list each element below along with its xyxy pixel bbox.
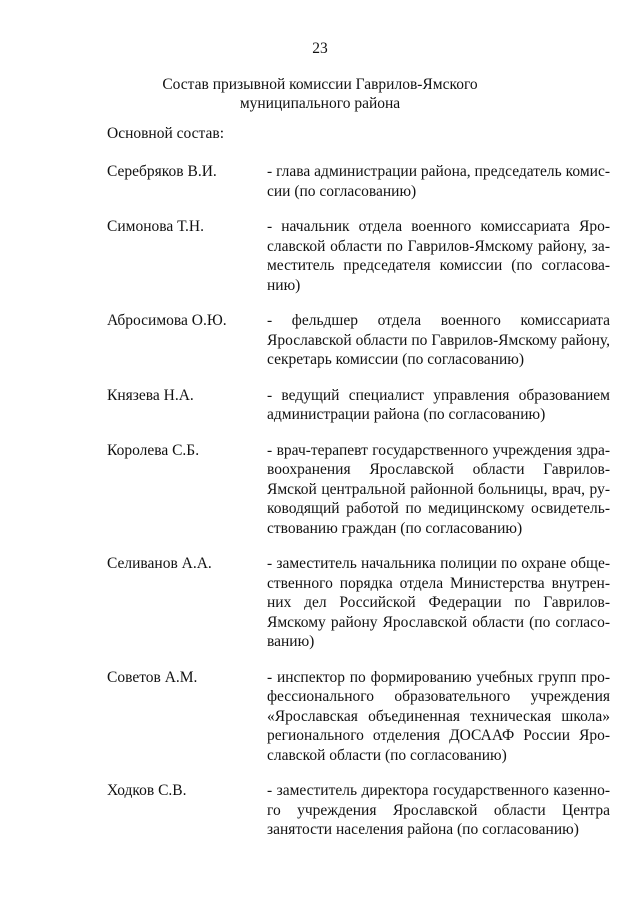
member-row [107, 668, 610, 766]
member-role: - заместитель директора государственного казенного учреждения Ярославской области Центра занятости населения района (по согласованию) [267, 782, 610, 838]
member-row [107, 386, 610, 425]
member-row [107, 441, 610, 539]
member-role: - врач-терапевт государственного учреждения здравоохранения Ярославской области Гаврилов-Ямской центральной районной больницы, врач, руководящий работой по медицинскому освидетельствованию граждан (по согласованию) [267, 441, 610, 537]
member-role: - глава администрации района, председатель комиссии (по согласованию) [267, 163, 610, 200]
document-title [0, 75, 640, 113]
section-label: Основной состав: [107, 125, 225, 142]
title-line-2: муниципального района [239, 95, 401, 112]
member-name: Серебряков В.И. [107, 163, 217, 180]
member-row [107, 554, 610, 652]
members-list [107, 162, 610, 856]
page-number: 23 [312, 40, 328, 57]
member-name: Князева Н.А. [107, 386, 194, 404]
member-role: - начальник отдела военного комиссариата Ярославской области по Гаврилов-Ямскому району, заместитель председателя комиссии (по согласованию) [267, 218, 610, 294]
member-row [107, 781, 610, 840]
member-name: Симонова Т.Н. [107, 218, 204, 235]
title-line-1: Состав призывной комиссии Гаврилов-Ямского [162, 76, 478, 93]
member-row [107, 162, 610, 201]
member-name: Советов А.М. [107, 668, 198, 686]
member-name: Селиванов А.А. [107, 555, 212, 572]
member-role: - инспектор по формированию учебных групп профессионального образовательного учреждения «Ярославская объединенная техническая школа» регионального отделения ДОСААФ России Ярославской области (по согласованию) [267, 668, 610, 764]
member-name: Абросимова О.Ю. [107, 312, 227, 329]
member-name: Королева С.Б. [107, 441, 200, 459]
member-row [107, 217, 610, 295]
member-role: - фельдшер отдела военного комиссариата Ярославской области по Гаврилов-Ямскому району, секретарь комиссии (по согласованию) [267, 312, 610, 368]
member-role: - ведущий специалист управления образованием администрации района (по согласованию) [267, 386, 610, 423]
member-role: - заместитель начальника полиции по охране общественного порядка отдела Министерства внутренних дел Российской Федерации по Гаврилов-Ямскому району Ярославской области (по согласованию) [267, 555, 610, 650]
member-row [107, 311, 610, 370]
member-name: Ходков С.В. [107, 782, 187, 799]
